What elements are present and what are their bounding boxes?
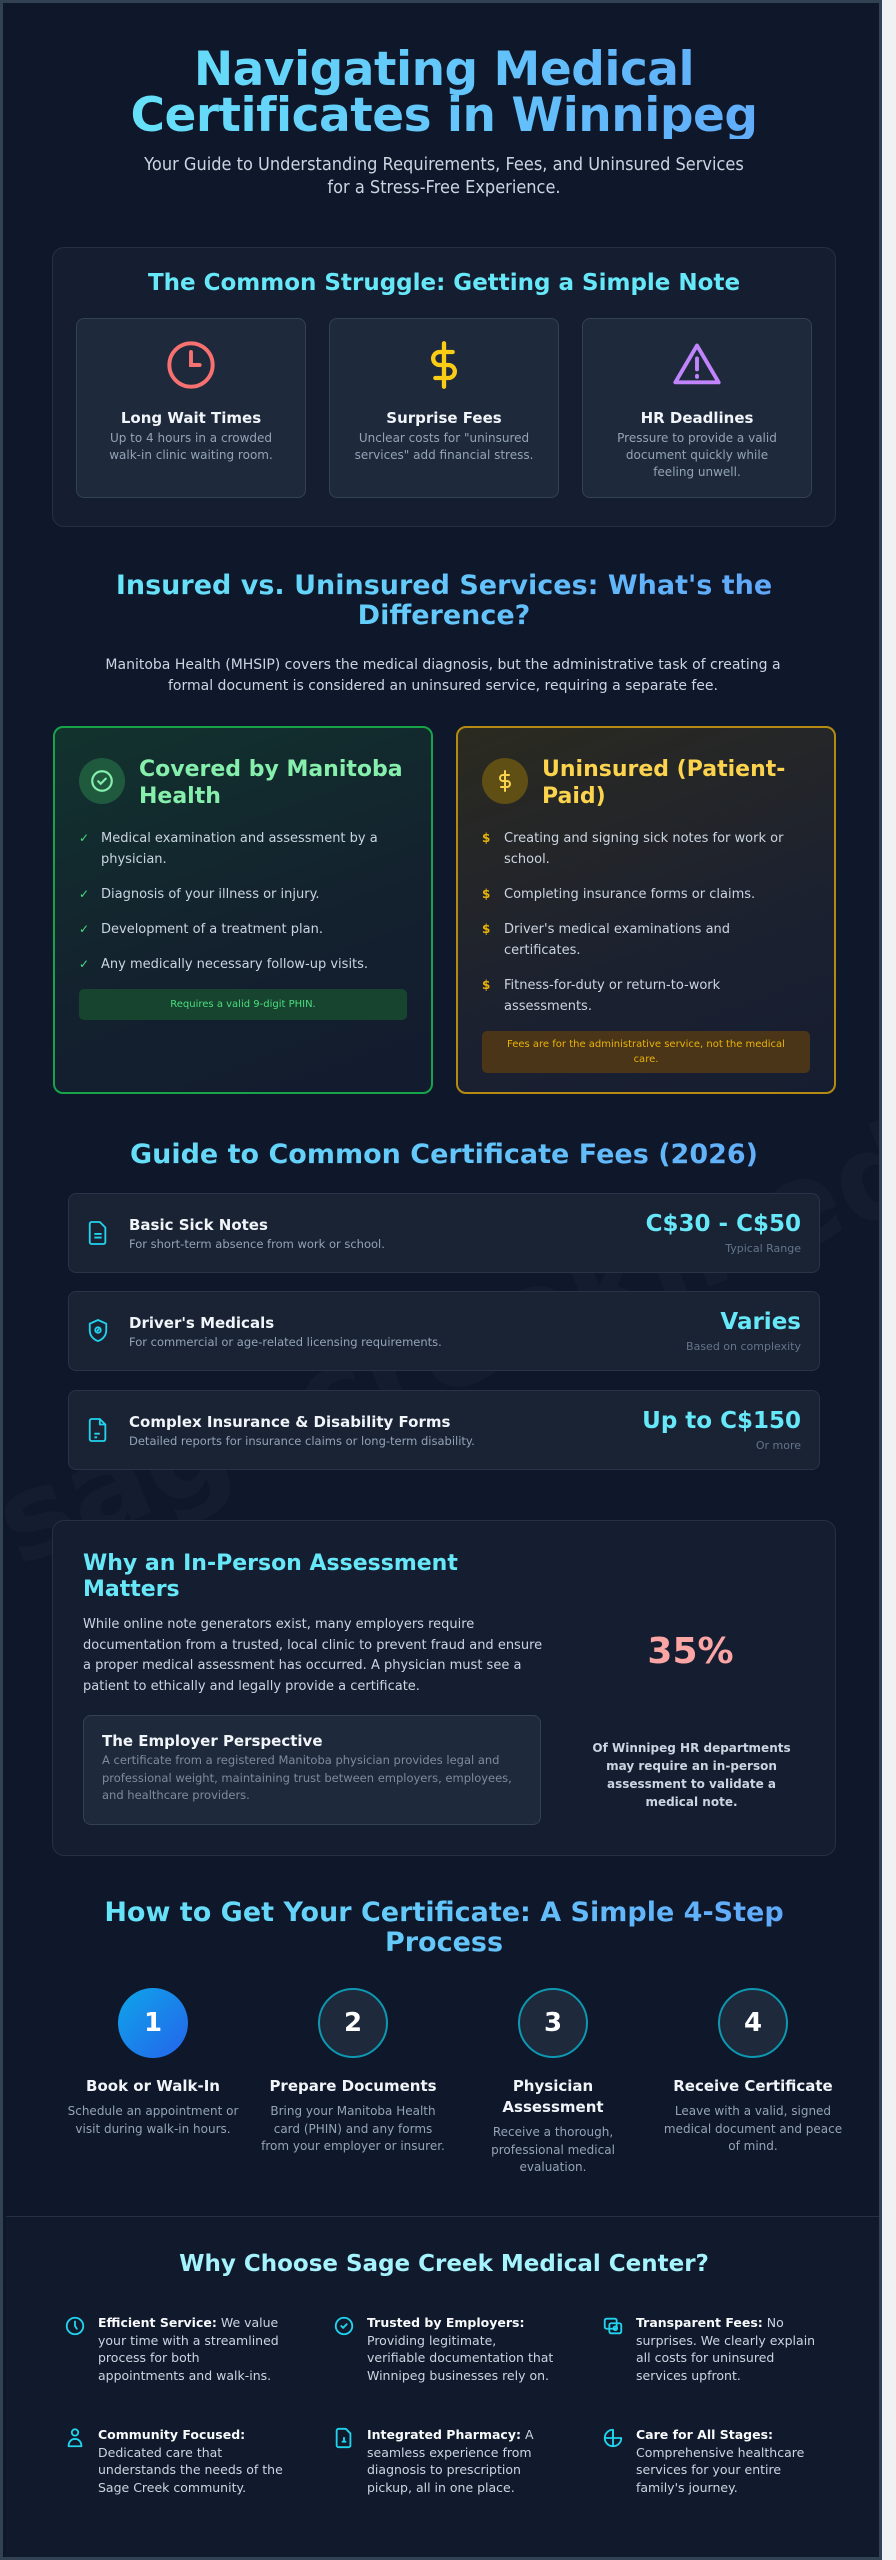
dollar-mark-icon: $ [482, 887, 491, 901]
fee-title: Complex Insurance & Disability Forms [129, 1412, 451, 1431]
step-number: 4 [718, 1988, 788, 2058]
covered-note: Requires a valid 9-digit PHIN. [79, 989, 407, 1020]
fee-note: Or more [755, 1439, 801, 1452]
uninsured-card [456, 726, 836, 1094]
form-icon [87, 1417, 109, 1443]
dollar-mark-icon: $ [482, 978, 491, 992]
fee-title: Driver's Medicals [129, 1313, 275, 1332]
step-title: Book or Walk-In [86, 2077, 220, 2095]
why-item-community: Community Focused: Dedicated care that understands the needs of the Sage Creek community. [64, 2426, 333, 2496]
covered-card [53, 726, 433, 1094]
why-choose-section [6, 2216, 882, 2560]
why-item-pharmacy: Integrated Pharmacy: A seamless experience from diagnosis to prescription pickup, all in one place. [333, 2426, 602, 2496]
struggle-card-title: Surprise Fees [386, 409, 502, 427]
stat-value: 35% [647, 1631, 734, 1672]
employer-perspective-card [83, 1715, 541, 1825]
check-circle-icon [79, 758, 125, 804]
check-circle-icon [333, 2315, 355, 2337]
step-title: Prepare Documents [269, 2077, 437, 2095]
dollar-mark-icon: $ [482, 922, 491, 936]
fee-desc: Detailed reports for insurance claims or long-term disability. [129, 1433, 475, 1448]
uninsured-item: $ Completing insurance forms or claims. [482, 884, 810, 905]
step-1 [53, 1988, 253, 2177]
struggle-card-deadlines [582, 318, 812, 498]
struggle-card-text: Pressure to provide a valid document quickly while feeling unwell. [617, 431, 777, 479]
warning-icon [671, 339, 723, 391]
clock-icon [64, 2315, 86, 2337]
step-number: 1 [118, 1988, 188, 2058]
fees-title: Guide to Common Certificate Fees (2026) [3, 1140, 882, 1170]
care-icon [602, 2427, 624, 2449]
clock-icon [165, 339, 217, 391]
hero [3, 42, 882, 199]
fee-price: C$30 - C$50 [645, 1211, 801, 1237]
check-icon: ✓ [79, 957, 90, 971]
check-icon: ✓ [79, 831, 90, 845]
covered-item: ✓ Diagnosis of your illness or injury. [79, 884, 407, 905]
inperson-title: Why an In-Person Assessment Matters [83, 1551, 458, 1602]
fee-title: Basic Sick Notes [129, 1215, 268, 1234]
uninsured-title: Uninsured (Patient-Paid) [542, 757, 786, 809]
why-item-transparent: Transparent Fees: No surprises. We clearly explain all costs for uninsured services upfront. [602, 2314, 854, 2384]
struggle-card-title: HR Deadlines [640, 409, 754, 427]
step-text: Bring your Manitoba Health card (PHIN) and any forms from your employer or insurer. [261, 2104, 445, 2153]
check-icon: ✓ [79, 887, 90, 901]
covered-item: ✓ Development of a treatment plan. [79, 919, 407, 940]
struggle-card-title: Long Wait Times [120, 409, 262, 427]
uninsured-item: $ Fitness-for-duty or return-to-work assessments. [482, 975, 810, 1017]
fee-desc: For commercial or age-related licensing requirements. [129, 1334, 442, 1349]
steps-title: How to Get Your Certificate: A Simple 4-Step Process [64, 1898, 824, 1958]
employer-text: A certificate from a registered Manitoba physician provides legal and professional weight, maintaining trust between employers, employees, and healthcare providers. [102, 1753, 512, 1802]
check-icon: ✓ [79, 922, 90, 936]
fee-price: Varies [720, 1309, 801, 1335]
struggle-card-text: Unclear costs for "uninsured services" add financial stress. [354, 431, 534, 462]
stat-block [544, 1521, 837, 1857]
why-item-efficient: Efficient Service: We value your time with a streamlined process for both appointments and walk-ins. [64, 2314, 333, 2384]
step-text: Leave with a valid, signed medical document and peace of mind. [663, 2104, 843, 2153]
employer-title: The Employer Perspective [102, 1732, 323, 1750]
covered-item: ✓ Any medically necessary follow-up visits. [79, 954, 407, 975]
money-icon [602, 2315, 624, 2337]
page-subtitle: Your Guide to Understanding Requirements, Fees, and Uninsured Services for a Stress-Free Experience. [144, 154, 744, 198]
uninsured-note: Fees are for the administrative service, not the medical care. [482, 1031, 810, 1073]
insured-subtitle: Manitoba Health (MHSIP) covers the medical diagnosis, but the administrative task of creating a formal document is considered an uninsured service, requiring a separate fee. [105, 657, 781, 694]
step-4 [653, 1988, 853, 2177]
fee-row-drivers [68, 1291, 820, 1371]
fee-note: Based on complexity [686, 1340, 801, 1353]
fee-row-complex-forms [68, 1390, 820, 1470]
steps-list [53, 1988, 853, 2177]
struggle-section [52, 247, 836, 527]
step-title: Receive Certificate [673, 2077, 833, 2095]
step-title: Physician Assessment [502, 2077, 604, 2116]
step-number: 3 [518, 1988, 588, 2058]
why-item-trusted: Trusted by Employers: Providing legitimate, verifiable documentation that Winnipeg businesses rely on. [333, 2314, 602, 2384]
step-2 [253, 1988, 453, 2177]
dollar-icon [482, 758, 528, 804]
inperson-body: While online note generators exist, many employers require documentation from a trusted, local clinic to prevent fraud and ensure a proper medical assessment has occurred. A physician must see a patient to ethically and legally provide a certificate. [83, 1617, 543, 1694]
uninsured-item: $ Creating and signing sick notes for work or school. [482, 828, 810, 870]
fee-price: Up to C$150 [642, 1408, 801, 1434]
page-title: Navigating Medical Certificates in Winnipeg [44, 47, 844, 139]
document-icon [87, 1220, 109, 1246]
step-text: Receive a thorough, professional medical evaluation. [491, 2125, 615, 2174]
dollar-mark-icon: $ [482, 831, 491, 845]
dollar-icon [418, 339, 470, 391]
covered-item: ✓ Medical examination and assessment by a physician. [79, 828, 407, 870]
struggle-card-text: Up to 4 hours in a crowded walk-in clinic waiting room. [109, 431, 273, 462]
insured-title: Insured vs. Uninsured Services: What's the Difference? [94, 571, 794, 631]
why-item-care: Care for All Stages: Comprehensive healthcare services for your entire family's journey. [602, 2426, 854, 2496]
pharmacy-icon [333, 2427, 355, 2449]
stat-caption: Of Winnipeg HR departments may require an in-person assessment to validate a medical note. [592, 1741, 791, 1809]
fee-note: Typical Range [725, 1242, 801, 1255]
person-icon [64, 2427, 86, 2449]
fee-row-sick-notes [68, 1193, 820, 1273]
step-text: Schedule an appointment or visit during walk-in hours. [67, 2104, 239, 2136]
struggle-title: The Common Struggle: Getting a Simple Note [147, 270, 741, 296]
why-title: Why Choose Sage Creek Medical Center? [179, 2251, 709, 2277]
struggle-card-wait [76, 318, 306, 498]
step-3 [453, 1988, 653, 2177]
uninsured-item: $ Driver's medical examinations and certificates. [482, 919, 810, 961]
struggle-card-fees [329, 318, 559, 498]
step-number: 2 [318, 1988, 388, 2058]
covered-title: Covered by Manitoba Health [139, 757, 403, 809]
inperson-section [52, 1520, 836, 1856]
fee-desc: For short-term absence from work or school. [129, 1236, 385, 1251]
shield-icon [87, 1318, 109, 1344]
